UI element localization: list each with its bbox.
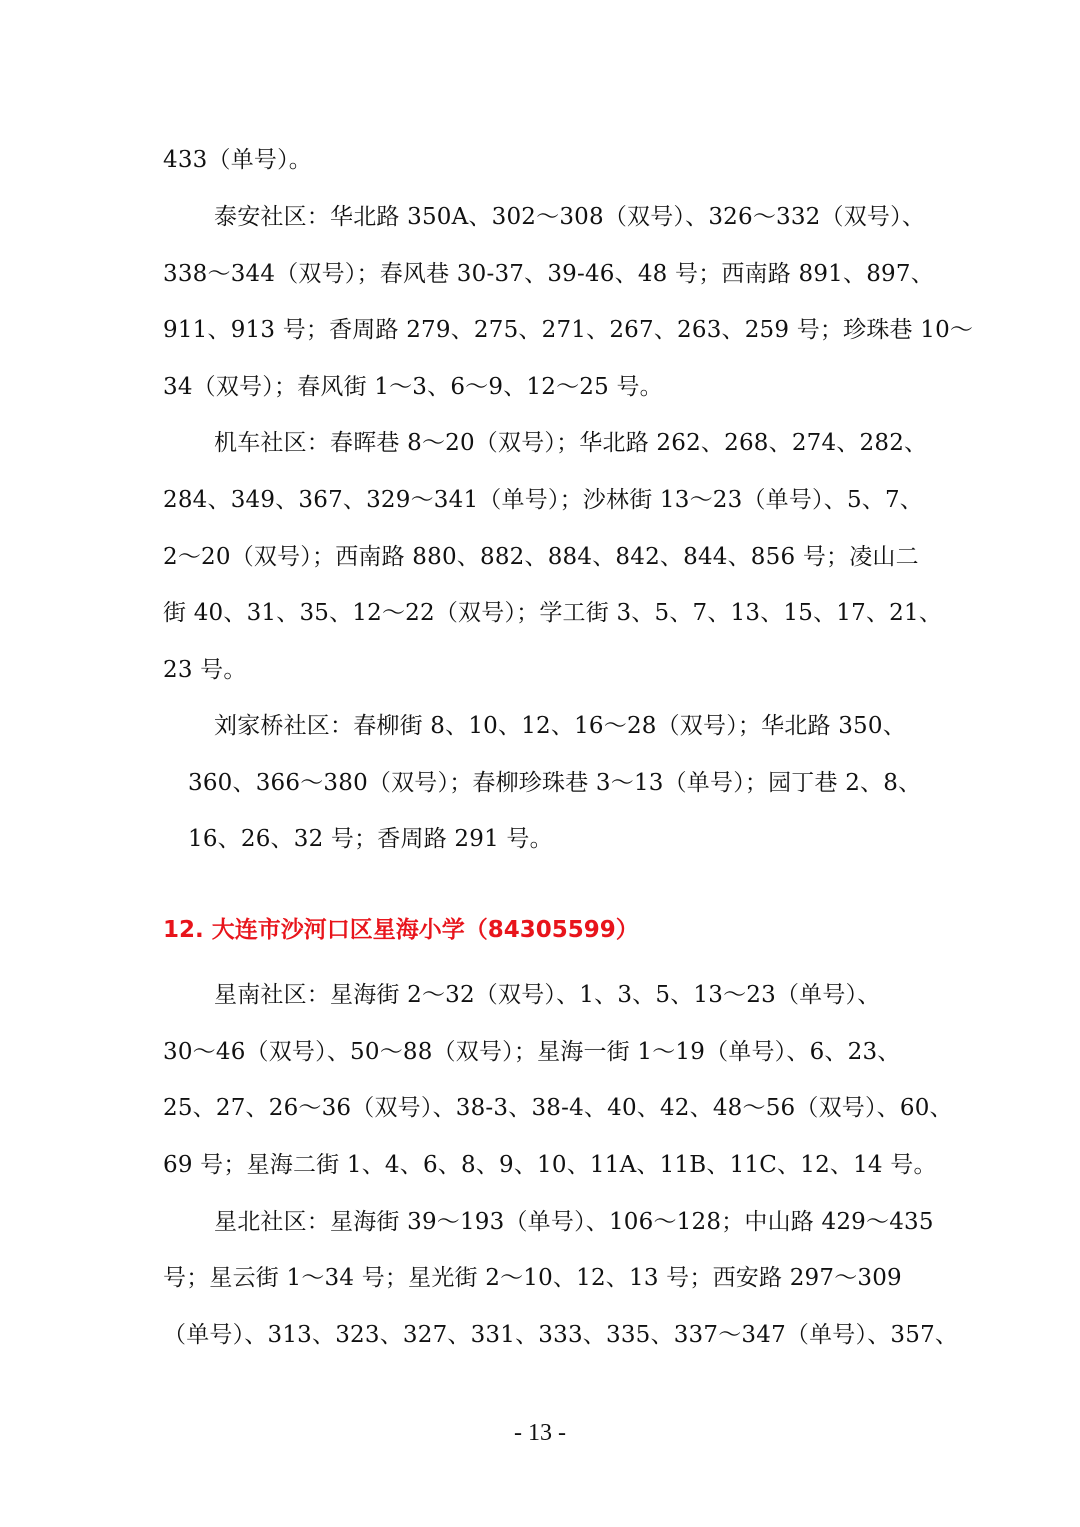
- text-line: 25、27、26～36（双号）、38-3、38-4、40、42、48～56（双号）、60、: [163, 1095, 953, 1121]
- paragraph-xingbei-community: 星北社区：星海街 39～193（单号）、106～128；中山路 429～435: [214, 1209, 934, 1235]
- text-line: 338～344（双号）；春风巷 30-37、39-46、48 号；西南路 891、897、: [163, 261, 934, 287]
- text-line: 34（双号）；春风街 1～3、6～9、12～25 号。: [163, 374, 663, 400]
- section-heading-xinghai-school: 12. 大连市沙河口区星海小学（84305599）: [163, 917, 639, 943]
- text-line: 2～20（双号）；西南路 880、882、884、842、844、856 号；凌山二: [163, 544, 919, 570]
- paragraph-xingnan-community: 星南社区：星海街 2～32（双号）、1、3、5、13～23（单号）、: [214, 982, 881, 1008]
- text-line: 360、366～380（双号）；春柳珍珠巷 3～13（单号）；园丁巷 2、8、: [188, 770, 922, 796]
- paragraph-liujiaqiao-community: 刘家桥社区：春柳街 8、10、12、16～28（双号）；华北路 350、: [214, 713, 906, 739]
- text-line: 284、349、367、329～341（单号）；沙林街 13～23（单号）、5、7、: [163, 487, 924, 513]
- text-line: 30～46（双号）、50～88（双号）；星海一街 1～19（单号）、6、23、: [163, 1039, 901, 1065]
- text-line: 433（单号）。: [163, 147, 312, 173]
- page-number: - 13 -: [514, 1420, 566, 1446]
- text-line: 69 号；星海二街 1、4、6、8、9、10、11A、11B、11C、12、14 号。: [163, 1152, 937, 1178]
- text-line: 街 40、31、35、12～22（双号）；学工街 3、5、7、13、15、17、21、: [163, 600, 943, 626]
- text-line: （单号）、313、323、327、331、333、335、337～347（单号）、357、: [163, 1322, 959, 1348]
- text-line: 911、913 号；香周路 279、275、271、267、263、259 号；珍珠巷 10～: [163, 317, 974, 343]
- text-line: 16、26、32 号；香周路 291 号。: [188, 826, 553, 852]
- paragraph-taian-community: 泰安社区：华北路 350A、302～308（双号）、326～332（双号）、: [214, 204, 926, 230]
- paragraph-jiche-community: 机车社区：春晖巷 8～20（双号）；华北路 262、268、274、282、: [214, 430, 928, 456]
- text-line: 23 号。: [163, 657, 247, 683]
- text-line: 号；星云街 1～34 号；星光街 2～10、12、13 号；西安路 297～309: [163, 1265, 902, 1291]
